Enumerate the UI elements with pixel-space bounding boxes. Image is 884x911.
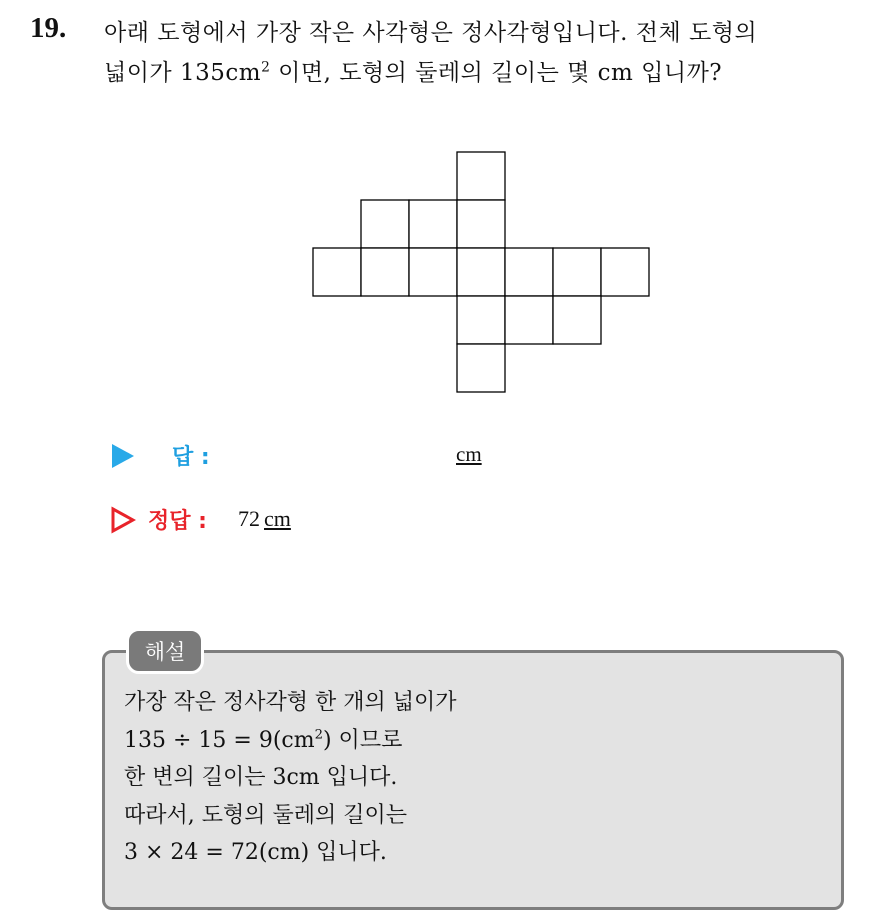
square-figure-svg xyxy=(300,140,680,420)
question-text-line2 xyxy=(104,54,722,87)
answer-label: 답 : xyxy=(172,445,210,470)
explanation-line2-pre: 135 ÷ 15 = 9(cm xyxy=(124,727,315,753)
correct-answer-label: 정답 : xyxy=(148,509,207,534)
square-figure xyxy=(300,140,680,424)
figure-square xyxy=(457,152,505,200)
figure-square xyxy=(313,248,361,296)
correct-answer-row xyxy=(108,502,608,538)
explanation-line2-sup: 2 xyxy=(314,727,323,743)
explanation-line xyxy=(124,722,457,760)
correct-answer xyxy=(238,506,291,532)
question-line2-pre: 넓이가 135cm xyxy=(104,60,262,86)
answer-row xyxy=(108,438,608,474)
question-line2-sup: 2 xyxy=(261,59,271,76)
figure-square xyxy=(505,248,553,296)
figure-square xyxy=(457,296,505,344)
figure-square xyxy=(601,248,649,296)
explanation-tab: 해설 xyxy=(126,628,204,674)
question-line2-post: 이면, 도형의 둘레의 길이는 몇 cm 입니까? xyxy=(270,60,723,86)
figure-square xyxy=(361,200,409,248)
outline-triangle-icon xyxy=(110,506,136,534)
figure-square xyxy=(457,248,505,296)
explanation-text xyxy=(124,684,457,872)
explanation-line: 가장 작은 정사각형 한 개의 넓이가 xyxy=(124,690,457,715)
figure-square xyxy=(409,248,457,296)
explanation-line: 따라서, 도형의 둘레의 길이는 xyxy=(124,802,407,828)
explanation-line2-post: ) 이므로 xyxy=(322,727,403,753)
figure-square xyxy=(553,296,601,344)
question-number: 19. xyxy=(30,12,67,44)
correct-answer-value: 72 xyxy=(238,506,260,531)
explanation-line: 3 × 24 = 72(cm) 입니다. xyxy=(124,840,387,865)
explanation-line: 한 변의 길이는 3cm 입니다. xyxy=(124,765,398,790)
question-text-line1: 아래 도형에서 가장 작은 사각형은 정사각형입니다. 전체 도형의 xyxy=(104,20,758,46)
figure-square xyxy=(409,200,457,248)
figure-square xyxy=(361,248,409,296)
figure-square xyxy=(553,248,601,296)
answer-unit: cm xyxy=(456,442,482,466)
figure-square xyxy=(505,296,553,344)
figure-square xyxy=(457,344,505,392)
play-triangle-icon xyxy=(112,444,134,468)
figure-square xyxy=(457,200,505,248)
correct-answer-unit: cm xyxy=(264,506,291,531)
